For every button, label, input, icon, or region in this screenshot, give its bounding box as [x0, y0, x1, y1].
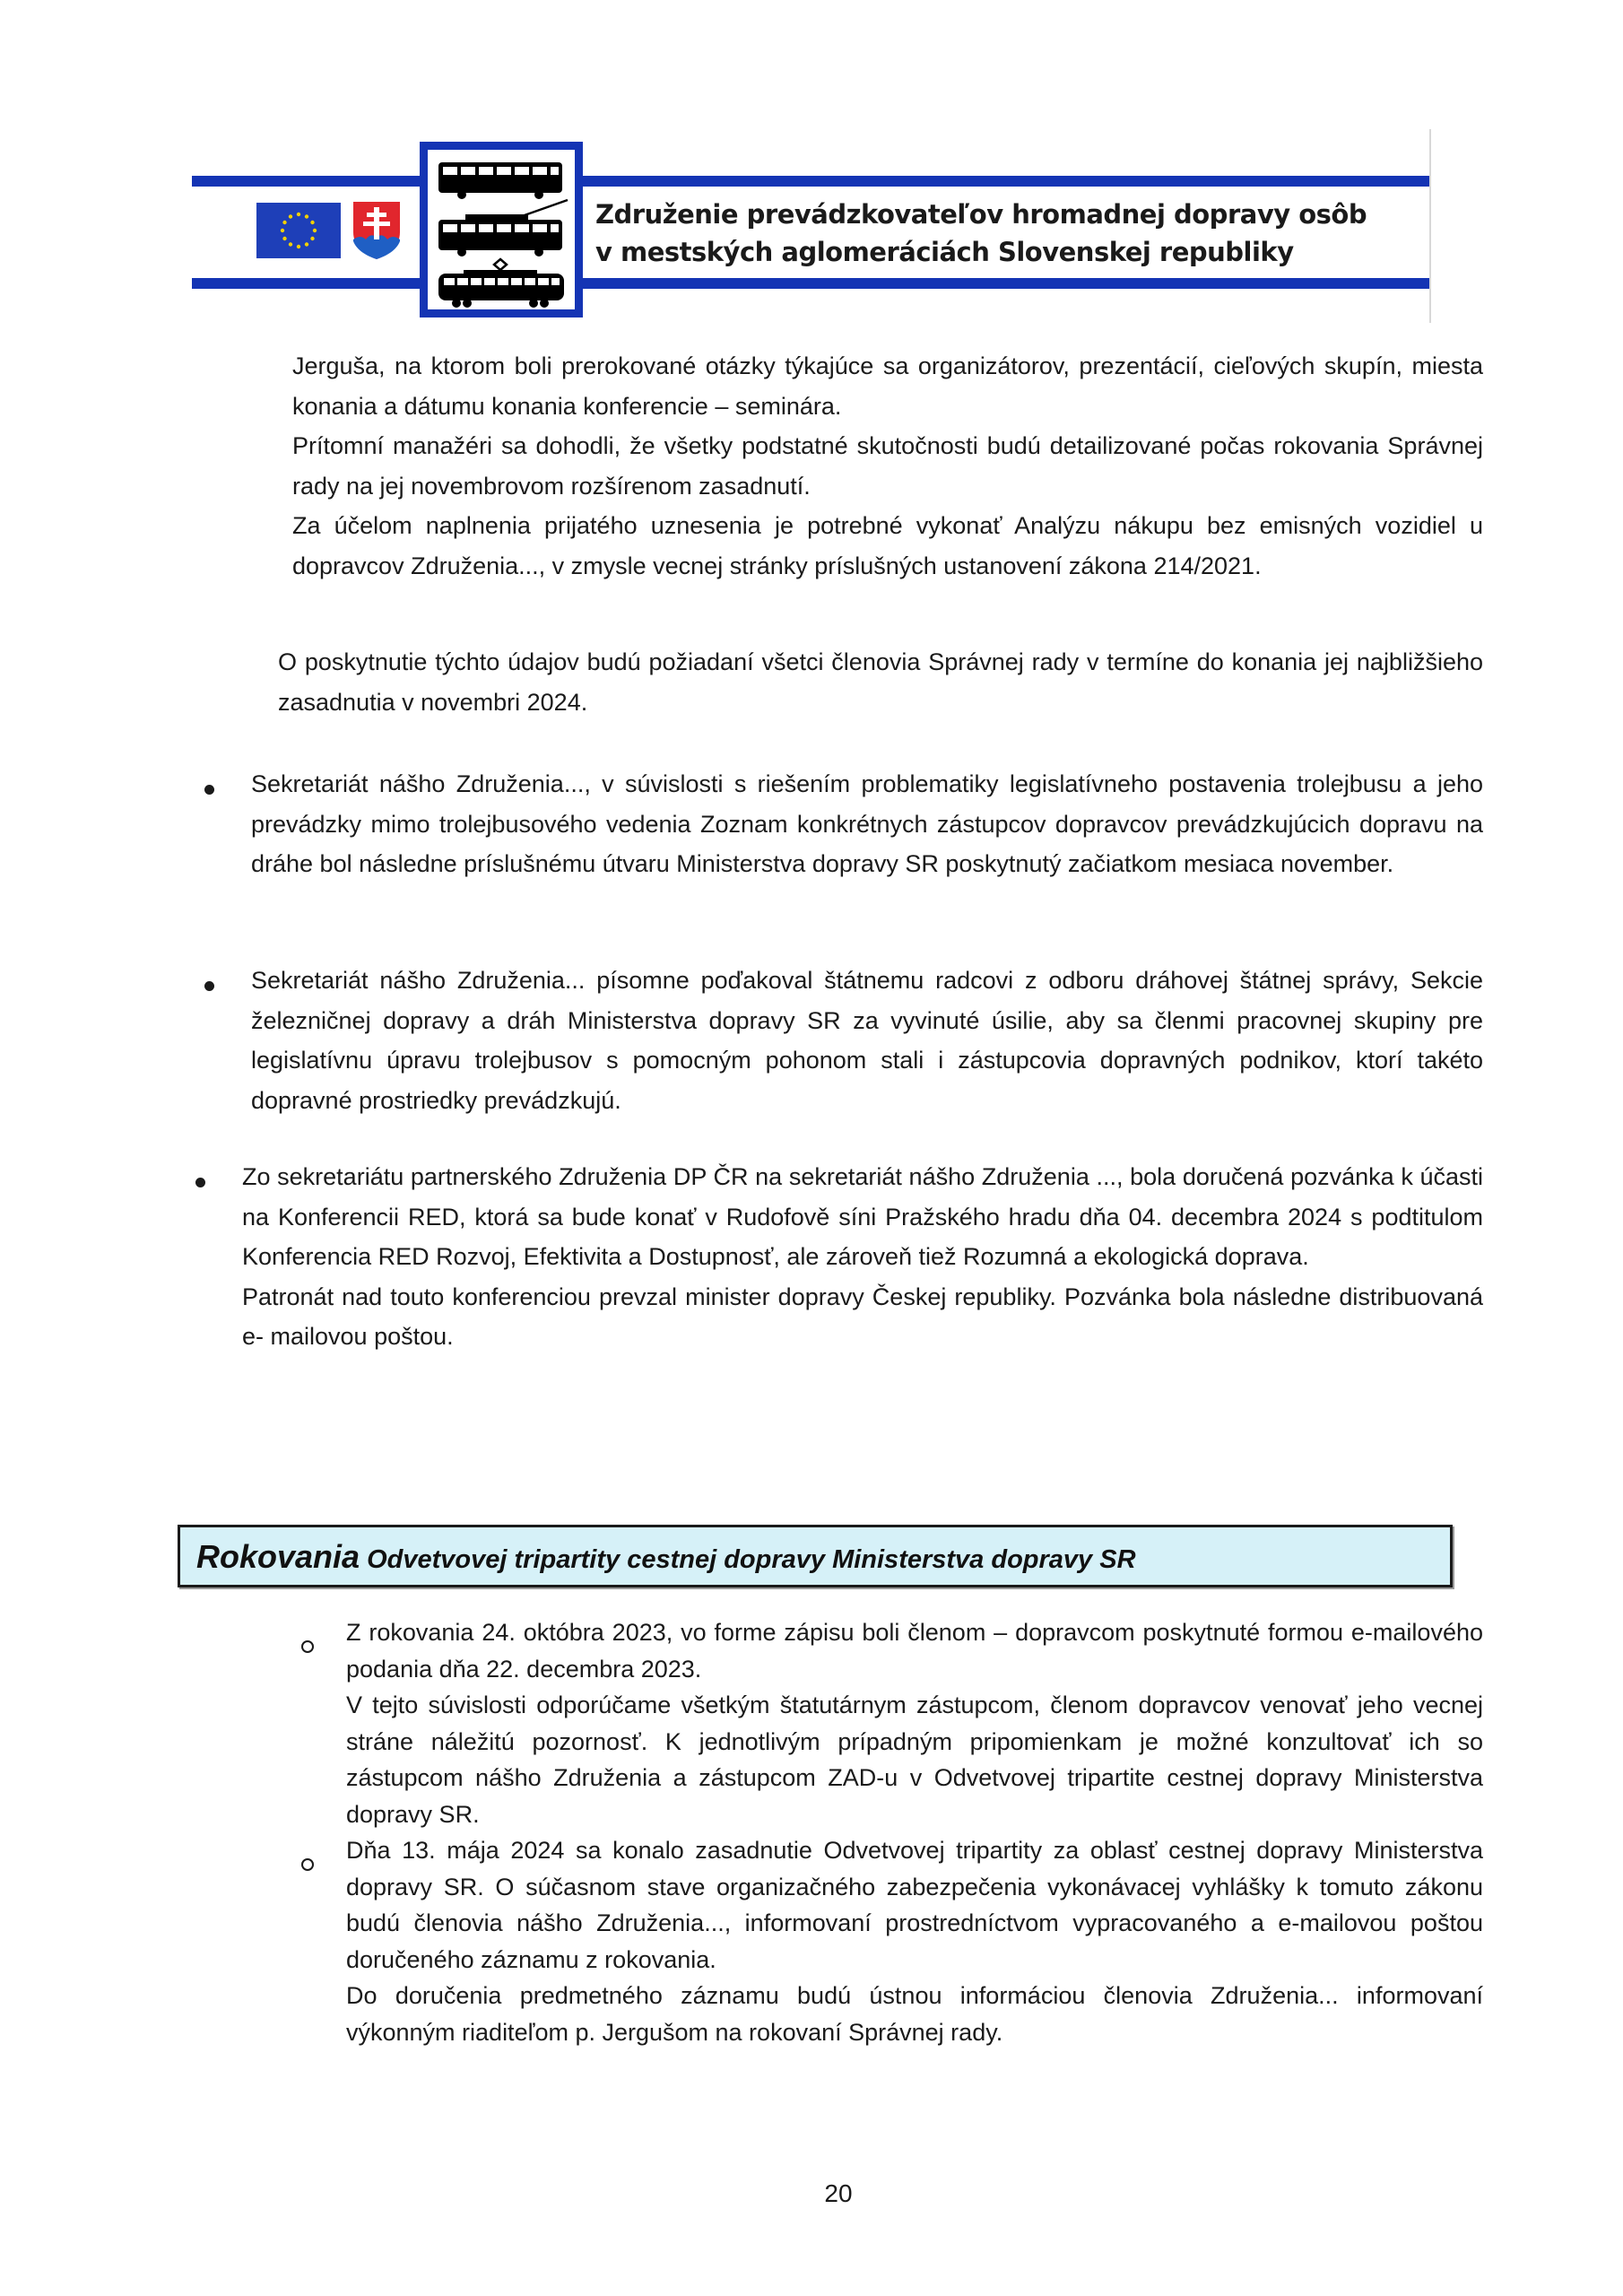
paragraph: O poskytnutie týchto údajov budú požiadaní všetci členovia Správnej rady v termíne do konania jej najbližšieho zasadnutia v novembri 2024.	[278, 648, 1483, 716]
banner-edge-rule	[1429, 129, 1431, 323]
list-item	[251, 961, 1483, 1120]
section-title-rest: Odvetvovej tripartity cestnej dopravy Ministerstva dopravy SR	[360, 1545, 1136, 1574]
transport-logo	[420, 142, 583, 317]
bullet-disc-icon	[195, 1178, 205, 1187]
continuation-paragraphs	[292, 346, 1483, 586]
list-item	[251, 764, 1483, 884]
page-number: 20	[824, 2179, 853, 2207]
list-item-text: Do doručenia predmetného záznamu budú ústnou informáciou členovia Združenia... informovaní výkonným riaditeľom p. Jergušom na rokovaní Správnej rady.	[346, 1982, 1483, 2046]
list-item-text: Dňa 13. mája 2024 sa konalo zasadnutie Odvetvovej tripartity za oblasť cestnej dopravy Ministerstva dopravy SR. O súčasnom stave organizačného zabezpečenia vykonávacej vyhlášky k tomuto zákonu budú členovia nášho Združenia..., informovaní prostredníctvom vypracovaného a e-mailovou poštou doručeného záznamu z rokovania.	[346, 1837, 1483, 1973]
list-item	[346, 1614, 1483, 1832]
slovak-coat-of-arms-icon	[352, 200, 402, 261]
paragraph: Prítomní manažéri sa dohodli, že všetky podstatné skutočnosti budú detailizované počas rokovania Správnej rady na jej novembrovom rozšírenom zasadnutí.	[292, 432, 1483, 500]
list-item-text: Patronát nad touto konferenciou prevzal minister dopravy Českej republiky. Pozvánka bola následne distribuovaná e- mailovou poštou.	[242, 1283, 1483, 1350]
section-title-lead: Rokovania	[196, 1538, 360, 1575]
list-item	[242, 1157, 1483, 1357]
section-title	[196, 1538, 1136, 1576]
bullet-disc-icon	[204, 981, 214, 991]
bus-icon	[438, 162, 562, 199]
organization-name-line1: Združenie prevádzkovateľov hromadnej dopravy osôb	[595, 199, 1367, 230]
organization-name-line2: v mestských aglomeráciách Slovenskej republiky	[595, 237, 1294, 267]
list-item-text: V tejto súvislosti odporúčame všetkým štatutárnym zástupcom, členom dopravcov venovať jeho vecnej stráne náležitú pozornosť. K jednotlivým prípadným pripomienkam je možné konzultovať ich so zástupcom nášho Združenia a zástupcom ZAD-u v Odvetvovej tripartite cestnej dopravy Ministerstva dopravy SR.	[346, 1692, 1483, 1828]
eu-flag-icon	[256, 203, 341, 258]
header-banner	[192, 131, 1429, 326]
list-item-text: Sekretariát nášho Združenia..., v súvislosti s riešením problematiky legislatívneho postavenia trolejbusu a jeho prevádzky mimo trolejbusového vedenia Zoznam konkrétnych zástupcov dopravcov prevádzkujúcich dopravu na dráhe bol následne príslušnému útvaru Ministerstva dopravy SR poskytnutý začiatkom mesiaca november.	[251, 770, 1483, 877]
bullet-circle-icon	[301, 1640, 314, 1653]
banner-stripe-bottom	[192, 278, 1429, 289]
list-item	[346, 1832, 1483, 2050]
organization-name	[595, 196, 1420, 271]
banner-stripe-top	[192, 176, 1429, 187]
tram-icon	[438, 259, 564, 308]
bullet-circle-icon	[301, 1858, 314, 1871]
list-item-text: Zo sekretariátu partnerského Združenia DP ČR na sekretariát nášho Združenia ..., bola doručená pozvánka k účasti na Konferencii RED, ktorá sa bude konať v Rudofově síni Pražského hradu dňa 04. decembra 2024 s podtitulom Konferencia RED Rozvoj, Efektivita a Dostupnosť, ale zároveň tiež Rozumná a ekologická doprava.	[242, 1163, 1483, 1270]
list-item-text: Z rokovania 24. októbra 2023, vo forme zápisu boli členom – dopravcom poskytnuté formou e-mailového podania dňa 22. decembra 2023.	[346, 1619, 1483, 1683]
paragraph: Za účelom naplnenia prijatého uznesenia je potrebné vykonať Analýzu nákupu bez emisných vozidiel u dopravcov Združenia..., v zmysle vecnej stránky príslušných ustanovení zákona 214/2021.	[292, 512, 1483, 579]
followup-paragraph	[278, 642, 1483, 722]
section-heading	[178, 1525, 1453, 1587]
trolleybus-icon	[438, 200, 568, 257]
paragraph: Jerguša, na ktorom boli prerokované otázky týkajúce sa organizátorov, prezentácií, cieľových skupín, miesta konania a dátumu konania konferencie – seminára.	[292, 352, 1483, 420]
list-item-text: Sekretariát nášho Združenia... písomne poďakoval štátnemu radcovi z odboru dráhovej štátnej správy, Sekcie železničnej dopravy a dráh Ministerstva dopravy SR za vyvinuté úsilie, aby sa členmi pracovnej skupiny pre legislatívnu úpravu trolejbusov s pomocným pohonom stali i zástupcovia dopravných podnikov, ktorí takéto dopravné prostriedky prevádzkujú.	[251, 967, 1483, 1114]
bullet-disc-icon	[204, 785, 214, 795]
